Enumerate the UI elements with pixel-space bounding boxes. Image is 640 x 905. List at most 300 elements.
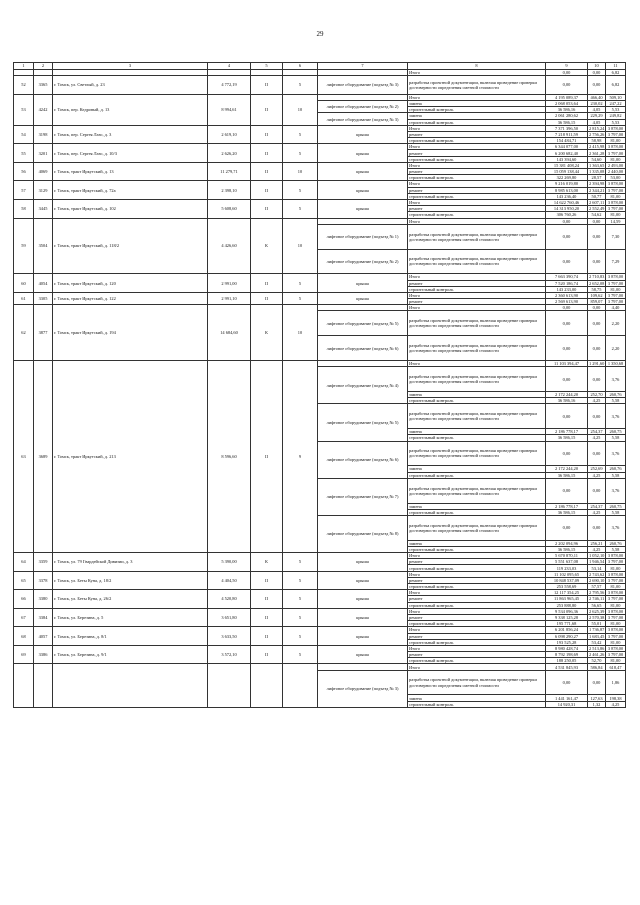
cost-per-m2: 4,25 bbox=[588, 509, 606, 515]
row-number: 54 bbox=[14, 125, 34, 144]
area: 3 633,50 bbox=[208, 627, 251, 646]
row-label: строительный контроль bbox=[408, 639, 546, 645]
cost-value: 15 059 138,44 bbox=[546, 169, 588, 175]
row-number: 57 bbox=[14, 181, 34, 200]
house-type: II bbox=[251, 144, 283, 163]
max-cost-per-m2: 81,00 bbox=[606, 602, 626, 608]
column-header: 1 bbox=[14, 63, 34, 70]
house-type: К bbox=[251, 305, 283, 361]
cost-per-m2: 252,70 bbox=[588, 392, 606, 398]
address: г. Томск, тракт Иркутский, д. 118/2 bbox=[53, 218, 208, 274]
row-label: разработка проектной документации, включая проведение проверки достоверности определения сметной стоимости bbox=[408, 441, 546, 466]
cost-per-m2: 2 690,10 bbox=[589, 577, 605, 583]
area: 2 398,10 bbox=[208, 181, 251, 200]
row-label: ремонт bbox=[408, 131, 546, 137]
cost-value: 9 534 096,36 bbox=[546, 608, 588, 614]
column-header: 9 bbox=[546, 63, 588, 70]
floors: 10 bbox=[283, 162, 318, 181]
row-label: замена bbox=[408, 429, 546, 435]
cost-per-m2: 2 394,98 bbox=[589, 181, 605, 187]
cost-per-m2: 52,70 bbox=[588, 658, 606, 664]
cost-value: 0,00 bbox=[546, 404, 588, 429]
cost-per-m2: 2 625,39 bbox=[589, 608, 605, 614]
row-label: строительный контроль bbox=[408, 156, 546, 162]
cost-per-m2: 1 946,54 bbox=[589, 559, 605, 565]
max-cost-per-m2: 81,00 bbox=[606, 138, 626, 144]
row-label: разработка проектной документации, включая проведение проверки достоверности определения сметной стоимости bbox=[408, 249, 546, 274]
max-cost-per-m2: 3 797,00 bbox=[606, 559, 626, 565]
max-cost-per-m2: 5,53 bbox=[606, 107, 626, 113]
cost-value: 306 760,26 bbox=[546, 212, 588, 218]
cost-value: 143 236,40 bbox=[546, 193, 588, 199]
max-cost-per-m2: 2,20 bbox=[606, 336, 626, 361]
max-cost-per-m2: 81,00 bbox=[606, 212, 626, 218]
max-cost-per-m2: 5,58 bbox=[606, 509, 626, 515]
cost-value: 0,00 bbox=[546, 224, 588, 249]
address bbox=[53, 664, 208, 707]
row-label: строительный контроль bbox=[408, 658, 546, 664]
cost-value: 0,00 bbox=[546, 311, 588, 336]
row-label: строительный контроль bbox=[408, 398, 546, 404]
max-cost-per-m2: 81,00 bbox=[606, 193, 626, 199]
max-cost-per-m2: 260,76 bbox=[606, 466, 626, 472]
cost-value: 0,00 bbox=[546, 367, 588, 392]
row-label: Итого bbox=[408, 571, 546, 577]
cost-per-m2: 4,25 bbox=[588, 472, 606, 478]
house-type: II bbox=[251, 292, 283, 304]
row-number: 58 bbox=[14, 199, 34, 218]
house-type: II bbox=[251, 627, 283, 646]
cost-per-m2: 4,25 bbox=[588, 398, 606, 404]
row-label: ремонт bbox=[408, 299, 546, 305]
address: г. Томск, тракт Иркутский, д. 213 bbox=[53, 361, 208, 553]
column-header: 2 bbox=[34, 63, 53, 70]
address: г. Томск, тракт Иркутский, д. 120 bbox=[53, 274, 208, 293]
cost-value: 11 863 965,45 bbox=[546, 596, 588, 602]
max-cost-per-m2: 3 878,00 bbox=[606, 144, 626, 150]
cost-per-m2: 50,77 bbox=[588, 193, 606, 199]
address: г. Томск, пер. Сергея Лазо, д. 10/3 bbox=[53, 144, 208, 163]
house-type: II bbox=[251, 608, 283, 627]
house-type: II bbox=[251, 181, 283, 200]
table-row bbox=[14, 76, 626, 95]
object-id bbox=[34, 664, 53, 707]
column-header: 5 bbox=[251, 63, 283, 70]
area: 5 390,00 bbox=[208, 553, 251, 572]
floors: 9 bbox=[283, 361, 318, 553]
address: г. Томск, пер. Кедровый, д. 13 bbox=[53, 94, 208, 125]
max-cost-per-m2: 3 878,00 bbox=[606, 608, 626, 614]
row-label: разработка проектной документации, включая проведение проверки достоверности определения сметной стоимости bbox=[408, 404, 546, 429]
row-label: Итого bbox=[408, 274, 546, 280]
row-label: Итого bbox=[408, 664, 546, 670]
row-label: строительный контроль bbox=[408, 138, 546, 144]
cost-value: 2 061 280,62 bbox=[546, 113, 588, 119]
cost-value: 7 663 390,74 bbox=[546, 274, 588, 280]
cost-value: 14 622 760,46 bbox=[546, 199, 588, 205]
address: г. Томск, ул. Светлый, д. 23 bbox=[53, 76, 208, 95]
max-cost-per-m2: 3 797,00 bbox=[606, 614, 626, 620]
floors: 5 bbox=[283, 590, 318, 609]
cost-value: 12 117 354,25 bbox=[546, 590, 588, 596]
cost-per-m2: 0,00 bbox=[588, 70, 606, 76]
cost-per-m2: 56,65 bbox=[588, 602, 606, 608]
cost-value: 119 233,03 bbox=[546, 565, 588, 571]
floors: 5 bbox=[283, 571, 318, 590]
cost-per-m2: 127,63 bbox=[588, 695, 606, 701]
cost-per-m2: 0,00 bbox=[588, 224, 606, 249]
row-label: разработка проектной документации, включая проведение проверки достоверности определения сметной стоимости bbox=[408, 367, 546, 392]
object-id: 3365 bbox=[34, 76, 53, 95]
house-type: II bbox=[251, 94, 283, 125]
cost-value: 0,00 bbox=[546, 249, 588, 274]
row-label: Итого bbox=[408, 94, 546, 100]
work-type: крыша bbox=[318, 553, 408, 572]
object-id: 3198 bbox=[34, 125, 53, 144]
work-type: лифтовое оборудование (подъезд № 4) bbox=[318, 367, 408, 404]
row-label: строительный контроль bbox=[408, 565, 546, 571]
max-cost-per-m2: 3 797,00 bbox=[606, 577, 626, 583]
object-id: 3384 bbox=[34, 608, 53, 627]
row-number: 62 bbox=[14, 305, 34, 361]
max-cost-per-m2: 3 797,00 bbox=[606, 596, 626, 602]
row-label: строительный контроль bbox=[408, 119, 546, 125]
row-label: строительный контроль bbox=[408, 286, 546, 292]
cost-per-m2: 1 291,60 bbox=[589, 361, 605, 367]
cost-per-m2: 252,69 bbox=[588, 466, 606, 472]
cost-per-m2: 2 552,49 bbox=[589, 206, 605, 212]
cost-per-m2: 0,00 bbox=[588, 311, 606, 336]
max-cost-per-m2: 3 878,00 bbox=[606, 645, 626, 651]
cost-value: 154 484,71 bbox=[546, 138, 588, 144]
max-cost-per-m2: 3 797,00 bbox=[606, 150, 626, 156]
row-label: ремонт bbox=[408, 187, 546, 193]
area: 5 608,60 bbox=[208, 199, 251, 218]
row-label: строительный контроль bbox=[408, 602, 546, 608]
cost-per-m2: 254,37 bbox=[588, 503, 606, 509]
work-type: крыша bbox=[318, 125, 408, 144]
cost-per-m2: 1 335,08 bbox=[589, 169, 605, 175]
cost-value: 6 344 077,00 bbox=[546, 144, 588, 150]
object-id: 3201 bbox=[34, 144, 53, 163]
cost-value: 8 792 198,69 bbox=[546, 652, 588, 658]
row-number: 61 bbox=[14, 292, 34, 304]
row-label: строительный контроль bbox=[408, 546, 546, 552]
area: 2 991,00 bbox=[208, 274, 251, 293]
cost-per-m2: 0,00 bbox=[588, 367, 606, 392]
address: г. Томск, ул. Беты Куна, д. 18/2 bbox=[53, 571, 208, 590]
area: 4 426,60 bbox=[208, 218, 251, 274]
cost-per-m2: 58,98 bbox=[588, 138, 606, 144]
row-label: Итого bbox=[408, 608, 546, 614]
max-cost-per-m2: 5,58 bbox=[606, 472, 626, 478]
floors: 5 bbox=[283, 608, 318, 627]
house-type: К bbox=[251, 553, 283, 572]
cost-value: 36 586,16 bbox=[546, 107, 588, 113]
cost-value: 2 172 244,20 bbox=[546, 392, 588, 398]
area: 3 572,10 bbox=[208, 645, 251, 664]
max-cost-per-m2: 53,00 bbox=[606, 175, 626, 181]
cost-value: 2 186 778,17 bbox=[546, 503, 588, 509]
area: 4 520,80 bbox=[208, 590, 251, 609]
work-type: лифтовое оборудование (подъезд № 7) bbox=[318, 478, 408, 515]
area: 2 626,20 bbox=[208, 144, 251, 163]
area: 3 651,80 bbox=[208, 608, 251, 627]
row-label: строительный контроль bbox=[408, 509, 546, 515]
floors: 5 bbox=[283, 125, 318, 144]
row-number: 67 bbox=[14, 608, 34, 627]
cost-per-m2: 2 607,11 bbox=[589, 200, 605, 206]
row-label: Итого bbox=[408, 590, 546, 596]
max-cost-per-m2: 3 878,00 bbox=[606, 571, 626, 577]
column-header: 11 bbox=[606, 63, 626, 70]
max-cost-per-m2: 5,58 bbox=[606, 546, 626, 552]
row-label: Итого bbox=[408, 218, 546, 224]
max-cost-per-m2: 81,00 bbox=[606, 286, 626, 292]
address: г. Томск, тракт Иркутский, д. 13 bbox=[53, 162, 208, 181]
address: г. Томск, ул. Березина, д. 8/1 bbox=[53, 627, 208, 646]
max-cost-per-m2: 4,40 bbox=[606, 305, 626, 311]
cost-value: 4 195 089,37 bbox=[546, 94, 588, 100]
house-type: II bbox=[251, 162, 283, 181]
house-type: II bbox=[251, 76, 283, 95]
cost-per-m2: 0,00 bbox=[588, 478, 606, 503]
cost-per-m2: 4,25 bbox=[588, 435, 606, 441]
house-type: II bbox=[251, 571, 283, 590]
max-cost-per-m2: 198,38 bbox=[606, 695, 626, 701]
max-cost-per-m2: 81,00 bbox=[606, 621, 626, 627]
floors: 5 bbox=[283, 645, 318, 664]
house-type: II bbox=[251, 590, 283, 609]
cost-value: 2 172 244,20 bbox=[546, 466, 588, 472]
max-cost-per-m2: 618,47 bbox=[606, 664, 626, 670]
cost-value: 143 233,00 bbox=[546, 286, 588, 292]
area: 4 772,19 bbox=[208, 76, 251, 95]
row-label: ремонт bbox=[408, 169, 546, 175]
cost-per-m2: 1 052,10 bbox=[589, 553, 605, 559]
object-id: 4054 bbox=[34, 274, 53, 293]
row-number: 68 bbox=[14, 627, 34, 646]
cost-value: 0,00 bbox=[546, 305, 588, 311]
floors: 5 bbox=[283, 292, 318, 304]
work-type: крыша bbox=[318, 162, 408, 181]
column-header-row bbox=[14, 63, 626, 70]
floors: 5 bbox=[283, 181, 318, 200]
max-cost-per-m2: 5,53 bbox=[606, 119, 626, 125]
cost-value: 36 586,15 bbox=[546, 472, 588, 478]
work-type: крыша bbox=[318, 590, 408, 609]
work-type: крыша bbox=[318, 645, 408, 664]
area: 14 684,60 bbox=[208, 305, 251, 361]
max-cost-per-m2: 3,76 bbox=[606, 515, 626, 540]
cost-value: 11 102 095,65 bbox=[546, 571, 588, 577]
cost-per-m2: 2 361,28 bbox=[589, 150, 605, 156]
max-cost-per-m2: 81,00 bbox=[606, 565, 626, 571]
floors: 5 bbox=[283, 199, 318, 218]
cost-value: 9 338 125,28 bbox=[546, 614, 588, 620]
max-cost-per-m2: 260,75 bbox=[606, 429, 626, 435]
max-cost-per-m2: 81,00 bbox=[606, 639, 626, 645]
max-cost-per-m2: 4,25 bbox=[606, 701, 626, 707]
row-label: строительный контроль bbox=[408, 621, 546, 627]
object-id: 3359 bbox=[34, 553, 53, 572]
cost-value: 2 202 094,96 bbox=[546, 540, 588, 546]
object-id: 3380 bbox=[34, 590, 53, 609]
row-label: замена bbox=[408, 100, 546, 106]
max-cost-per-m2: 7,30 bbox=[606, 224, 626, 249]
max-cost-per-m2: 2 493,00 bbox=[606, 162, 626, 168]
work-type: крыша bbox=[318, 181, 408, 200]
max-cost-per-m2: 2,20 bbox=[606, 311, 626, 336]
object-id: 4242 bbox=[34, 94, 53, 125]
cost-per-m2: 2 415,98 bbox=[589, 144, 605, 150]
work-type: лифтовое оборудование (подъезд № 6) bbox=[318, 336, 408, 361]
row-label: Итого bbox=[408, 70, 546, 76]
cost-per-m2: 2 570,38 bbox=[589, 615, 605, 621]
address: г. Томск, тракт Иркутский, д. 194 bbox=[53, 305, 208, 361]
floors: 5 bbox=[283, 144, 318, 163]
house-type: II bbox=[251, 645, 283, 664]
row-label: строительный контроль bbox=[408, 175, 546, 181]
row-label: Итого bbox=[408, 292, 546, 298]
cost-per-m2: 2 344,21 bbox=[589, 187, 605, 193]
cost-value: 2 569 613,90 bbox=[546, 299, 588, 305]
address: г. Томск, ул. Березина, д. 5 bbox=[53, 608, 208, 627]
row-label: Итого bbox=[408, 125, 546, 131]
work-type: лифтовое оборудование (подъезд № 2) bbox=[318, 100, 408, 112]
max-cost-per-m2: 81,00 bbox=[606, 658, 626, 664]
row-label: Итого bbox=[408, 181, 546, 187]
cost-value: 0,00 bbox=[546, 218, 588, 224]
floors: 5 bbox=[283, 274, 318, 293]
max-cost-per-m2: 247,22 bbox=[606, 100, 626, 106]
floors: 5 bbox=[283, 76, 318, 95]
house-type: К bbox=[251, 218, 283, 274]
cost-per-m2: 0,00 bbox=[588, 336, 606, 361]
cost-per-m2: 4,05 bbox=[588, 107, 606, 113]
object-id: 3445 bbox=[34, 199, 53, 218]
work-type: крыша bbox=[318, 608, 408, 627]
cost-value: 6 098 290,27 bbox=[546, 633, 588, 639]
area: 11 279,71 bbox=[208, 162, 251, 181]
max-cost-per-m2: 14,59 bbox=[606, 218, 626, 224]
cost-per-m2: 109,62 bbox=[588, 292, 606, 298]
row-label: ремонт bbox=[408, 614, 546, 620]
cost-per-m2: 256,21 bbox=[588, 540, 606, 546]
floors bbox=[283, 664, 318, 707]
cost-per-m2: 2 743,62 bbox=[589, 571, 605, 577]
address: г. Томск, ул. Березина, д. 9/1 bbox=[53, 645, 208, 664]
max-cost-per-m2: 3 797,00 bbox=[606, 206, 626, 212]
floors: 10 bbox=[283, 94, 318, 125]
cost-per-m2: 859,07 bbox=[588, 299, 606, 305]
row-label: разработка проектной документации, включая проведение проверки достоверности определения сметной стоимости bbox=[408, 670, 546, 695]
cost-per-m2: 57,57 bbox=[588, 584, 606, 590]
house-type: II bbox=[251, 125, 283, 144]
max-cost-per-m2: 3,76 bbox=[606, 404, 626, 429]
cost-per-m2: 0,00 bbox=[588, 515, 606, 540]
max-cost-per-m2: 1 350,68 bbox=[606, 361, 626, 367]
cost-value: 36 586,15 bbox=[546, 509, 588, 515]
row-label: замена bbox=[408, 113, 546, 119]
cost-per-m2: 2 746,11 bbox=[589, 596, 605, 602]
row-number: 52 bbox=[14, 76, 34, 95]
max-cost-per-m2: 6,82 bbox=[606, 70, 626, 76]
row-label: Итого bbox=[408, 199, 546, 205]
row-label: ремонт bbox=[408, 577, 546, 583]
max-cost-per-m2: 3 878,00 bbox=[606, 125, 626, 131]
cost-per-m2: 2 795,56 bbox=[589, 590, 605, 596]
max-cost-per-m2: 3 878,00 bbox=[606, 590, 626, 596]
work-type: крыша bbox=[318, 199, 408, 218]
row-label: замена bbox=[408, 695, 546, 701]
object-id: 3386 bbox=[34, 645, 53, 664]
row-number: 56 bbox=[14, 162, 34, 181]
cost-per-m2: 586,84 bbox=[588, 664, 606, 670]
row-label: ремонт bbox=[408, 596, 546, 602]
cost-per-m2: 2 815,24 bbox=[589, 125, 605, 131]
cost-value: 143 394,60 bbox=[546, 156, 588, 162]
row-label: Итого bbox=[408, 144, 546, 150]
cost-value: 253 888,80 bbox=[546, 602, 588, 608]
house-type bbox=[251, 664, 283, 707]
row-number: 66 bbox=[14, 590, 34, 609]
work-type: лифтовое оборудование (подъезд № 5) bbox=[318, 404, 408, 441]
work-type: лифтовое оборудование (подъезд № 1) bbox=[318, 224, 408, 249]
max-cost-per-m2: 249,82 bbox=[606, 113, 626, 119]
row-number: 59 bbox=[14, 218, 34, 274]
cost-value: 0,00 bbox=[546, 515, 588, 540]
cost-value: 9 216 019,80 bbox=[546, 181, 588, 187]
row-label: строительный контроль bbox=[408, 701, 546, 707]
cost-per-m2: 54,60 bbox=[588, 156, 606, 162]
address: г. Томск, пер. Сергея Лазо, д. 3 bbox=[53, 125, 208, 144]
row-label: Итого bbox=[408, 361, 546, 367]
row-label: разработка проектной документации, включая проведение проверки достоверности определения сметной стоимости bbox=[408, 478, 546, 503]
cost-value: 1 441 161,47 bbox=[546, 695, 588, 701]
work-type: крыша bbox=[318, 144, 408, 163]
cost-value: 8 980 428,74 bbox=[546, 645, 588, 651]
row-label: разработка проектной документации, включая проведение проверки достоверности определения сметной стоимости bbox=[408, 336, 546, 361]
floors: 5 bbox=[283, 553, 318, 572]
max-cost-per-m2: 3 878,00 bbox=[606, 553, 626, 559]
cost-value: 14 920,31 bbox=[546, 701, 588, 707]
cost-value: 7 520 186,74 bbox=[546, 280, 588, 286]
cost-value: 7 218 911,59 bbox=[546, 131, 588, 137]
address: г. Томск, ул. Беты Куна, д. 26/2 bbox=[53, 590, 208, 609]
row-label: замена bbox=[408, 540, 546, 546]
area bbox=[208, 664, 251, 707]
max-cost-per-m2: 3 797,00 bbox=[606, 633, 626, 639]
cost-per-m2: 229,29 bbox=[588, 113, 606, 119]
row-label: строительный контроль bbox=[408, 584, 546, 590]
cost-value: 253 558,69 bbox=[546, 584, 588, 590]
work-type: лифтовое оборудование (подъезд № 3) bbox=[318, 670, 408, 707]
row-label: строительный контроль bbox=[408, 212, 546, 218]
floors: 5 bbox=[283, 627, 318, 646]
house-type: II bbox=[251, 361, 283, 553]
row-label: строительный контроль bbox=[408, 435, 546, 441]
work-type: лифтовое оборудование (подъезд № 3) bbox=[318, 76, 408, 95]
cost-per-m2: 466,40 bbox=[588, 94, 606, 100]
max-cost-per-m2: 3 878,00 bbox=[606, 274, 626, 280]
cost-per-m2: 0,00 bbox=[588, 404, 606, 429]
cost-per-m2: 1 683,45 bbox=[589, 633, 605, 639]
object-id: 3378 bbox=[34, 571, 53, 590]
row-label: ремонт bbox=[408, 633, 546, 639]
schedule-table bbox=[13, 62, 626, 708]
cost-value: 193 525,28 bbox=[546, 639, 588, 645]
